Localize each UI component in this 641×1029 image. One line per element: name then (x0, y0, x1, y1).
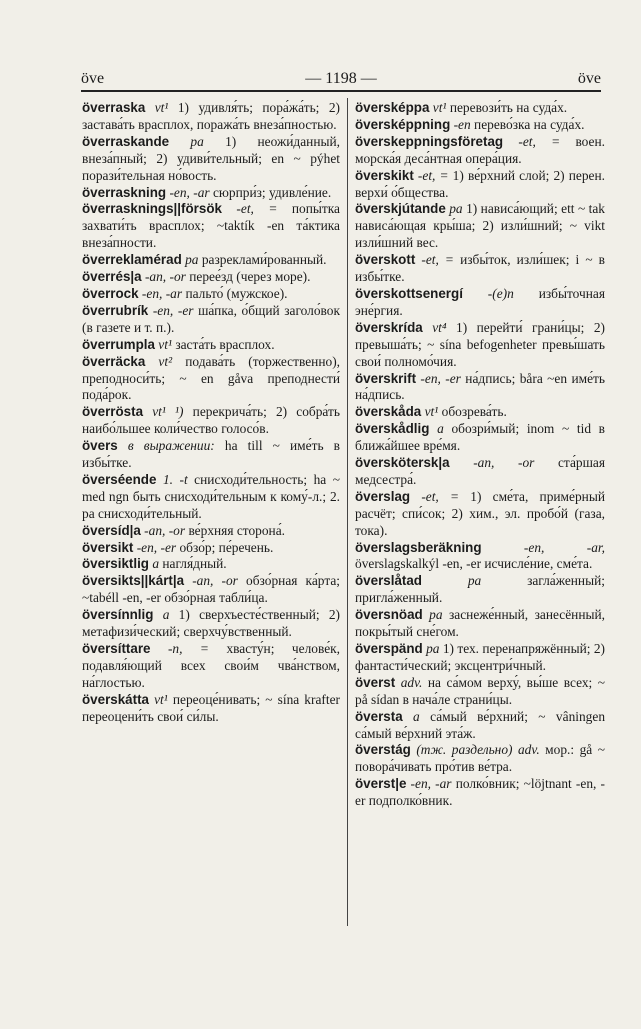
dictionary-entry (82, 556, 340, 573)
definition: перевози́ть на суда́х. (446, 100, 568, 115)
headword: överskötersk|a (355, 455, 450, 471)
grammar-label: vt² (145, 353, 173, 369)
headword: överraska (82, 100, 146, 115)
definition: на са́мом верху́, вы́ше всех; ~ på sídan в нача́ле страни́цы. (355, 674, 605, 707)
dictionary-entry (355, 455, 605, 489)
grammar-label: -et, = (413, 167, 449, 183)
headword: överraskning (82, 184, 167, 200)
headword: överslagsberäkning (355, 539, 482, 555)
definition: ha till ~ име́ть в избы́тке. (82, 438, 340, 471)
grammar-label: a (153, 607, 170, 623)
dictionary-entry (355, 675, 605, 709)
dictionary-entry (82, 286, 340, 303)
dictionary-entry (355, 709, 605, 743)
headword: översiktlig (82, 556, 149, 572)
grammar-label: pa (169, 133, 204, 149)
column-divider (347, 98, 348, 926)
dictionary-entry (355, 252, 605, 286)
headword: översképpning (355, 116, 451, 132)
dictionary-entry (82, 540, 340, 557)
definition: обозрева́ть. (438, 404, 507, 420)
grammar-label: vt¹ (149, 691, 168, 707)
definition: överslagskalkýl -en, -er исчисле́ние, сме́та. (355, 556, 593, 572)
dictionary-entry (82, 573, 340, 607)
dictionary-entry (82, 134, 340, 185)
grammar-label: -et, = (221, 201, 278, 217)
headword: överreklamérad (82, 252, 182, 268)
definition: ве́рхняя сторона́. (185, 522, 286, 538)
headword: övers (82, 438, 118, 454)
definition: обозри́мый; inom ~ tid в ближа́йшее вре́мя. (355, 421, 606, 454)
headword: överrés|a (82, 269, 142, 285)
grammar-label: adv. (395, 674, 423, 690)
dictionary-entry (82, 607, 340, 641)
headword: överskottsenergí (355, 285, 463, 301)
grammar-label: в выражении: (117, 438, 215, 454)
definition: избы́точная эне́ргия. (355, 285, 605, 318)
page-number: — 1198 — (305, 70, 377, 87)
dictionary-entry (355, 742, 605, 776)
dictionary-entry (355, 776, 605, 810)
definition: заста́ть врасплох. (171, 336, 275, 352)
grammar-label: -an, -or (449, 455, 535, 471)
dictionary-entry (355, 371, 605, 405)
grammar-label: a (148, 556, 160, 572)
definition: 1) удивля́ть; пора́жа́ть; 2) застава́ть врасплох, поража́ть внеза́пностью. (82, 100, 340, 132)
headword: överskikt (355, 167, 414, 183)
dictionary-entry (82, 641, 340, 692)
headword: översképpa (355, 100, 430, 115)
definition: са́мый ве́рхний; ~ vâningen са́мый ве́рхний эта́ж. (355, 708, 606, 741)
page-header (81, 66, 601, 88)
dictionary-entry (82, 252, 340, 269)
definition: перекрича́ть; 2) собра́ть наибо́льшее коли́чество голосо́в. (82, 404, 340, 437)
headword: översínnlig (82, 607, 154, 623)
definition: нагля́дный. (159, 556, 227, 572)
headword: översíd|a (82, 522, 141, 538)
headword: överraskande (82, 133, 170, 149)
dictionary-entry (355, 168, 605, 202)
definition: перее́зд (через море). (185, 269, 311, 285)
definition: ша́пка, о́бщий заголо́вок (в газете и т. п.). (82, 302, 340, 335)
dictionary-entry (82, 100, 340, 134)
grammar-label: -et, = (410, 488, 460, 504)
definition: попы́тка захвати́ть врасплох; ~taktík -en та́ктика внеза́пности. (82, 201, 340, 251)
definition: мор.: gå ~ повора́чивать про́тив ве́тра. (355, 742, 605, 775)
definition: хвасту́н; челове́к, подавля́ющий всех свои́м чва́нством, на́глостью. (82, 641, 340, 690)
grammar-label: a (402, 708, 420, 724)
headword: överrasknings||försök (82, 201, 222, 217)
definition: загла́женный; пригла́женный. (355, 573, 605, 606)
grammar-label: a (429, 421, 444, 437)
grammar-label: -en, -ar (166, 184, 210, 200)
headword: överskrift (355, 370, 417, 386)
headword: översíttare (82, 641, 151, 656)
headword: översnöad (355, 607, 423, 623)
headword: överst (355, 674, 396, 690)
headword: överrumpla (82, 336, 155, 352)
definition: на́дпись; båra ~en име́ть на́дпись. (355, 370, 605, 403)
dictionary-entry (355, 100, 605, 117)
headword: överrubrík (82, 302, 149, 318)
headword: överséende (82, 471, 157, 487)
header-rule (81, 90, 601, 92)
grammar-label: -an, -or (140, 522, 186, 538)
headword: överskátta (82, 691, 149, 707)
headword: översikts||kárt|a (82, 573, 185, 589)
grammar-label: pa (422, 607, 443, 623)
dictionary-entry (355, 421, 605, 455)
dictionary-entry (82, 523, 340, 540)
dictionary-entry (82, 337, 340, 354)
dictionary-entry (82, 404, 340, 438)
grammar-label: -et, = (415, 252, 454, 268)
definition: полко́вник; ~löjtnant -en, -er подполко́вник. (355, 776, 605, 809)
headword: överräcka (82, 353, 146, 369)
dictionary-entry (355, 607, 605, 641)
definition: пальто́ (мужское). (182, 285, 288, 301)
dictionary-entry (82, 185, 340, 202)
definition: 1) нависа́ющий; ett ~ tak нависа́ющая кры́ша; 2) изли́шний; ~ vikt изли́шний вес. (355, 201, 605, 251)
dictionary-entry (82, 692, 340, 726)
grammar-label: pa (181, 252, 199, 268)
definition: 1) неожи́данный, внеза́пный; 2) удиви́тельный; en ~ pýhet порази́тельная но́вость. (82, 133, 340, 183)
grammar-label: -et, = (503, 133, 561, 149)
dictionary-entry (355, 134, 605, 168)
headword: översikt (82, 539, 134, 555)
grammar-label: -n, = (150, 641, 209, 656)
definition: избы́ток, изли́шек; i ~ в избы́тке. (355, 252, 606, 285)
definition: переоце́нивать; ~ sína krafter переоцени́ть свои́ си́лы. (82, 691, 340, 724)
dictionary-entry (82, 269, 340, 286)
definition: разреклами́рованный. (198, 252, 327, 268)
definition: перево́зка на суда́х. (470, 116, 585, 132)
grammar-label: -en (450, 116, 471, 132)
grammar-label: -en, -ar (406, 776, 452, 792)
headword: överslag (355, 488, 411, 504)
dictionary-entry (355, 540, 605, 574)
right-guide-word: öve (577, 70, 601, 87)
definition: 1) ве́рхний слой; 2) перен. верхи́ о́бщества. (355, 167, 606, 200)
left-guide-word: öve (81, 70, 105, 87)
grammar-label: vt⁴ (422, 319, 447, 335)
definition: подава́ть (торжественно), преподноси́ть; ~ en gåva преподнести́ пода́рок. (82, 353, 340, 403)
dictionary-entry (82, 438, 340, 472)
definition: 1) сверхъесте́ственный; 2) метафизи́ческий; сверхчу́вственный. (82, 607, 340, 640)
definition: 1) тех. перенапряжённый; 2) фантасти́ческий; эксцентри́чный. (355, 641, 605, 673)
headword: överskåda (355, 404, 422, 420)
definition: снисходи́тельность; ha ~ med ngn быть снисходи́тельным к кому́-л.; 2. pa снисходи́тельный. (82, 471, 340, 521)
dictionary-entry (355, 573, 605, 607)
headword: överstág (355, 742, 411, 758)
grammar-label: -an, -or (141, 269, 186, 285)
grammar-label: (тж. раздельно) adv. (410, 742, 540, 758)
grammar-label: vt¹ (421, 404, 439, 420)
definition: 1) перейти́ грани́цы; 2) превыша́ть; ~ sína befogenheter превы́шать свои́ полномо́чия. (355, 319, 606, 369)
headword: överskrída (355, 319, 423, 335)
headword: överskådlig (355, 421, 430, 437)
dictionary-entry (82, 201, 340, 252)
dictionary-entry (355, 201, 605, 252)
dictionary-entry (355, 320, 605, 371)
headword: överrock (82, 285, 139, 301)
dictionary-entry (355, 641, 605, 675)
headword: översta (355, 708, 403, 724)
headword: överskott (355, 252, 416, 268)
grammar-label: pa (422, 573, 482, 589)
grammar-label: vt¹ (154, 336, 172, 352)
headword: överskeppningsföretag (355, 133, 504, 149)
definition: 1) сме́та, приме́рный расчёт; спи́сок; 2) хим., эл. пробо́й (газа, тока). (355, 488, 605, 538)
definition: заснеже́нный, занесённый, покры́тый сне́гом. (355, 607, 605, 640)
grammar-label: vt¹ (429, 100, 447, 115)
definition: воен. морска́я деса́нтная опера́ция. (355, 133, 605, 166)
grammar-label: -(e)n (462, 285, 514, 301)
left-column (82, 100, 340, 726)
dictionary-entry (82, 354, 340, 405)
right-column (355, 100, 605, 810)
grammar-label: -en, -er (148, 302, 194, 318)
dictionary-entry (355, 489, 605, 540)
grammar-label: vt¹ (145, 100, 169, 115)
grammar-label: pa (422, 641, 440, 656)
definition: ста́ршая медсестра́. (355, 455, 605, 487)
dictionary-entry (355, 404, 605, 421)
dictionary-entry (82, 472, 340, 523)
grammar-label: pa (445, 201, 463, 217)
grammar-label: -en, -er (416, 370, 461, 386)
headword: överst|e (355, 776, 407, 792)
definition: обзо́рная ка́рта; ~tabéll -en, -er обзо́рная табли́ца. (82, 573, 340, 606)
definition: обзо́р; пе́речень. (176, 539, 274, 555)
grammar-label: vt¹ ¹) (143, 404, 184, 420)
dictionary-entry (82, 303, 340, 337)
grammar-label: 1. -t (156, 471, 188, 487)
headword: överskjútande (355, 201, 446, 217)
grammar-label: -en, -er (133, 539, 177, 555)
dictionary-entry (355, 286, 605, 320)
grammar-label: -en, -ar (138, 285, 183, 301)
headword: överslåtad (355, 573, 422, 589)
grammar-label: -en, -ar, (481, 539, 605, 555)
grammar-label: -an, -or (184, 573, 238, 589)
headword: överrösta (82, 404, 144, 420)
headword: överspänd (355, 641, 423, 656)
dictionary-entry (355, 117, 605, 134)
definition: сюрпри́з; удивле́ние. (209, 184, 332, 200)
